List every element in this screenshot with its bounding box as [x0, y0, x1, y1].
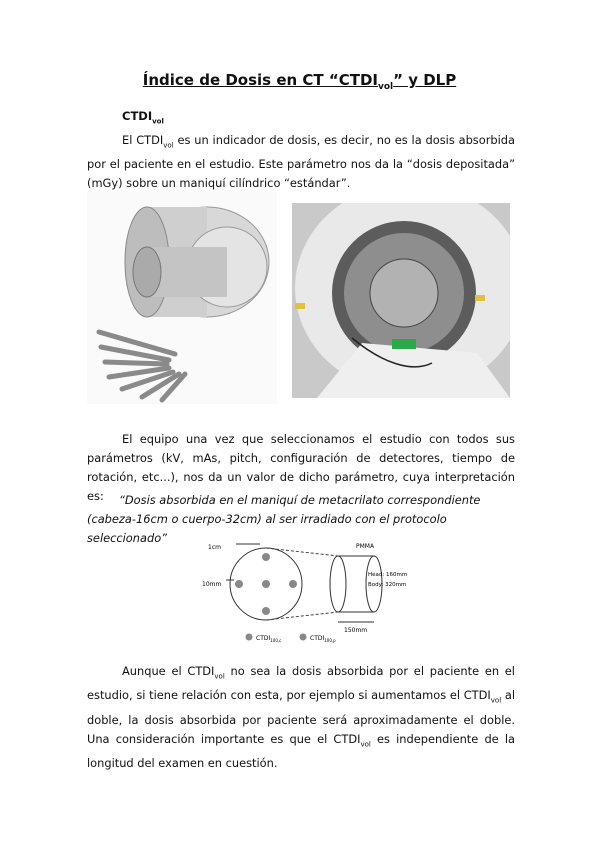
label-body: Body: 320mm [368, 582, 407, 588]
label-pmma: PMMA [356, 543, 375, 550]
label-10mm: 10mm [202, 581, 222, 588]
title-text: Índice de Dosis en CT “CTDI [142, 71, 378, 89]
legend-ctdi-peripheral: $CTDI_{100,p}$ [310, 635, 336, 643]
ct-scanner-photo [292, 203, 510, 398]
paragraph-2: El equipo una vez que seleccionamos el estudio con todos sus parámetros (kV, mAs, pitch, configuración de detectores, tiempo de rotación, etc...), nos da un valor de dicho parámetro, cuya interpretación es: [87, 432, 515, 503]
phantom-diagram [198, 540, 408, 642]
paragraph-1: El $CTDI_{vol}$ es un indicador de dosis, es decir, no es la dosis absorbida por el paciente en el estudio. Este parámetro nos da la “dosis depositada” (mGy) sobre un maniquí cilíndrico “estándar”. [87, 133, 516, 191]
legend-ctdi-central: $CTDI_{100,c}$ [256, 635, 282, 643]
section-heading-text: CTDI [122, 109, 153, 123]
title-text-end: ” y DLP [393, 71, 457, 89]
label-1cm: 1cm [208, 544, 221, 551]
section-heading-subscript: vol [152, 117, 164, 126]
center-hole [262, 580, 270, 588]
label-head: Head: 160mm [368, 572, 408, 578]
phantom-photo [87, 192, 277, 404]
diagram-legend [243, 630, 363, 644]
section-heading [122, 109, 164, 125]
label-150mm: 150mm [344, 627, 368, 634]
quote-block: “Dosis absorbida en el maniquí de metacrilato correspondiente (cabeza-16cm o cuerpo-32cm) al ser irradiado con el protocolo seleccionado” [87, 493, 481, 545]
title-subscript: vol [377, 82, 394, 92]
page-title [0, 71, 599, 92]
paragraph-3: Aunque el $CTDI_{vol}$ no sea la dosis absorbida por el paciente en el estudio, si tiene relación con esta, por ejemplo si aumentamos el $CTDI_{vol}$ al doble, la dosis absorbida por paciente será aproximadamente el doble. Una consideración importante es que el $CTDI_{vol}$ es independiente de la longitud del examen en cuestión. [87, 664, 516, 770]
